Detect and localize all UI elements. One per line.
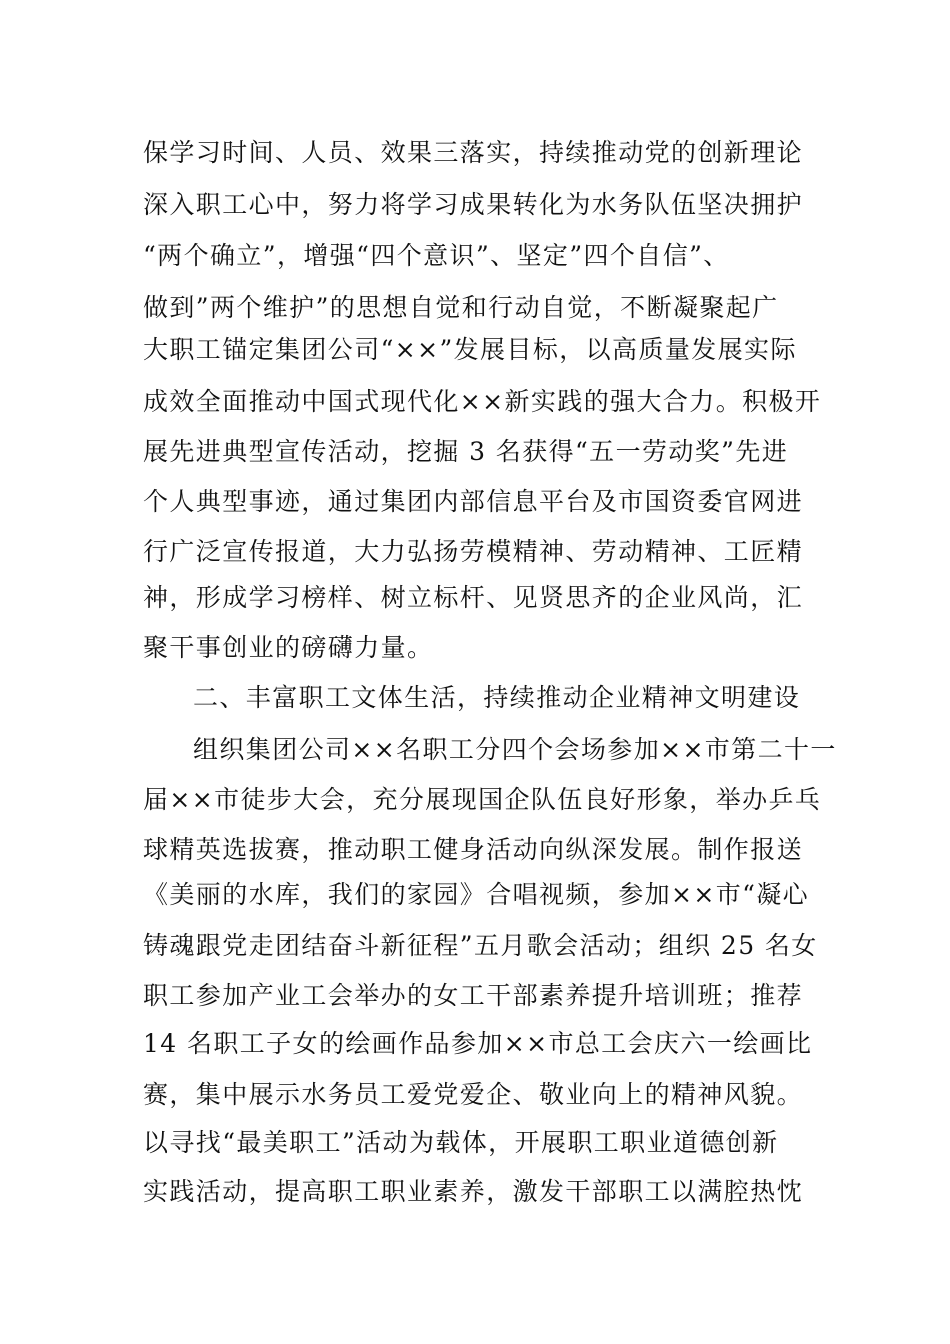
text-line: 铸魂跟党走团结奋斗新征程”五月歌会活动；组织 25 名女: [143, 931, 818, 960]
section-heading: 二、丰富职工文体生活，持续推动企业精神文明建设: [193, 683, 801, 712]
text-line: 实践活动，提高职工职业素养，激发干部职工以满腔热忱: [143, 1177, 804, 1206]
text-line: 深入职工心中，努力将学习成果转化为水务队伍坚决拥护: [143, 190, 804, 219]
text-line: 大职工锚定集团公司“××”发展目标，以高质量发展实际: [143, 335, 797, 364]
text-line: 展先进典型宣传活动，挖掘 3 名获得“五一劳动奖”先进: [143, 437, 789, 466]
text-line: 14 名职工子女的绘画作品参加××市总工会庆六一绘画比: [143, 1029, 813, 1058]
text-line: 赛，集中展示水务员工爱党爱企、敬业向上的精神风貌。: [143, 1080, 804, 1109]
text-line: 保学习时间、人员、效果三落实，持续推动党的创新理论: [143, 138, 804, 167]
text-line: 以寻找“最美职工”活动为载体，开展职工职业道德创新: [143, 1128, 779, 1157]
text-line: 成效全面推动中国式现代化××新实践的强大合力。积极开: [143, 387, 822, 416]
text-line: 届××市徒步大会，充分展现国企队伍良好形象，举办乒乓: [143, 785, 822, 814]
text-line: 职工参加产业工会举办的女工干部素养提升培训班；推荐: [143, 981, 804, 1010]
text-line: 个人典型事迹，通过集团内部信息平台及市国资委官网进: [143, 487, 804, 516]
text-line: “两个确立”，增强“四个意识”、坚定”四个自信”、: [143, 241, 730, 270]
text-line: 神，形成学习榜样、树立标杆、见贤思齐的企业风尚，汇: [143, 583, 804, 612]
text-line: 做到”两个维护”的思想自觉和行动自觉，不断凝聚起广: [143, 293, 779, 322]
text-line: 行广泛宣传报道，大力弘扬劳模精神、劳动精神、工匠精: [143, 537, 804, 566]
paragraph-first-line: 组织集团公司××名职工分四个会场参加××市第二十一: [193, 735, 837, 764]
text-line: 《美丽的水库，我们的家园》合唱视频，参加××市“凝心: [143, 880, 810, 909]
text-line: 球精英选拔赛，推动职工健身活动向纵深发展。制作报送: [143, 835, 804, 864]
text-line: 聚干事创业的磅礴力量。: [143, 633, 434, 662]
